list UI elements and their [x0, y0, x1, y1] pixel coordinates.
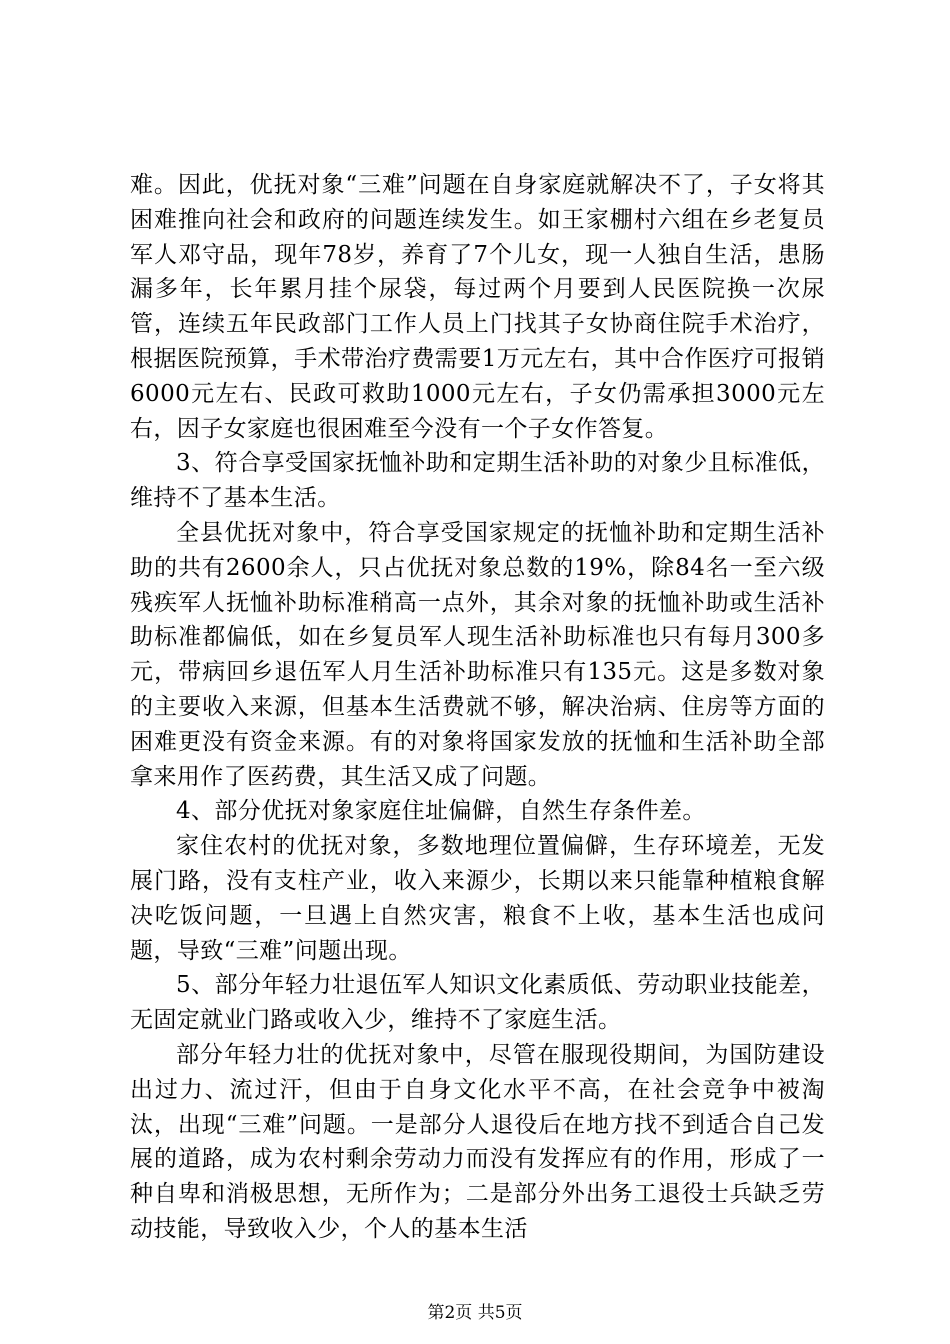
paragraph-6-heading: 5、部分年轻力壮退伍军人知识文化素质低、劳动职业技能差，无固定就业门路或收入少，维持不了家庭生活。: [130, 972, 825, 1034]
page-footer: 第2页 共5页: [427, 1303, 523, 1323]
paragraph-7: 部分年轻力壮的优抚对象中，尽管在服现役期间，为国防建设出过力、流过汗，但由于自身文化水平不高，在社会竞争中被淘汰，出现“三难”问题。一是部分人退役后在地方找不到适合自己发展的道路，成为农村剩余劳动力而没有发挥应有的作用，形成了一种自卑和消极思想，无所作为；二是部分外出务工退役士兵缺乏劳动技能，导致收入少，个人的基本生活: [130, 1041, 825, 1242]
document-body: [130, 168, 825, 1247]
paragraph-1: 难。因此，优抚对象“三难”问题在自身家庭就解决不了，子女将其困难推向社会和政府的问题连续发生。如王家棚村六组在乡老复员军人邓守品，现年78岁，养育了7个儿女，现一人独自生活，患肠漏多年，长年累月挂个尿袋，每过两个月要到人民医院换一次尿管，连续五年民政部门工作人员上门找其子女协商住院手术治疗，根据医院预算，手术带治疗费需要1万元左右，其中合作医疗可报销6000元左右、民政可救助1000元左右，子女仍需承担3000元左右，因子女家庭也很困难至今没有一个子女作答复。: [130, 172, 825, 442]
paragraph-2-heading: 3、符合享受国家抚恤补助和定期生活补助的对象少且标准低，维持不了基本生活。: [130, 450, 825, 512]
paragraph-3: 全县优抚对象中，符合享受国家规定的抚恤补助和定期生活补助的共有2600余人，只占优抚对象总数的19%，除84名一至六级残疾军人抚恤补助标准稍高一点外，其余对象的抚恤补助或生活补助标准都偏低，如在乡复员军人现生活补助标准也只有每月300多元，带病回乡退伍军人月生活补助标准只有135元。这是多数对象的主要收入来源，但基本生活费就不够，解决治病、住房等方面的困难更没有资金来源。有的对象将国家发放的抚恤和生活补助全部拿来用作了医药费，其生活又成了问题。: [130, 519, 825, 790]
paragraph-4-heading: 4、部分优抚对象家庭住址偏僻，自然生存条件差。: [176, 798, 706, 825]
paragraph-5: 家住农村的优抚对象，多数地理位置偏僻，生存环境差，无发展门路，没有支柱产业，收入来源少，长期以来只能靠种植粮食解决吃饭问题，一旦遇上自然灾害，粮食不上收，基本生活也成问题，导致“三难”问题出现。: [130, 833, 825, 964]
